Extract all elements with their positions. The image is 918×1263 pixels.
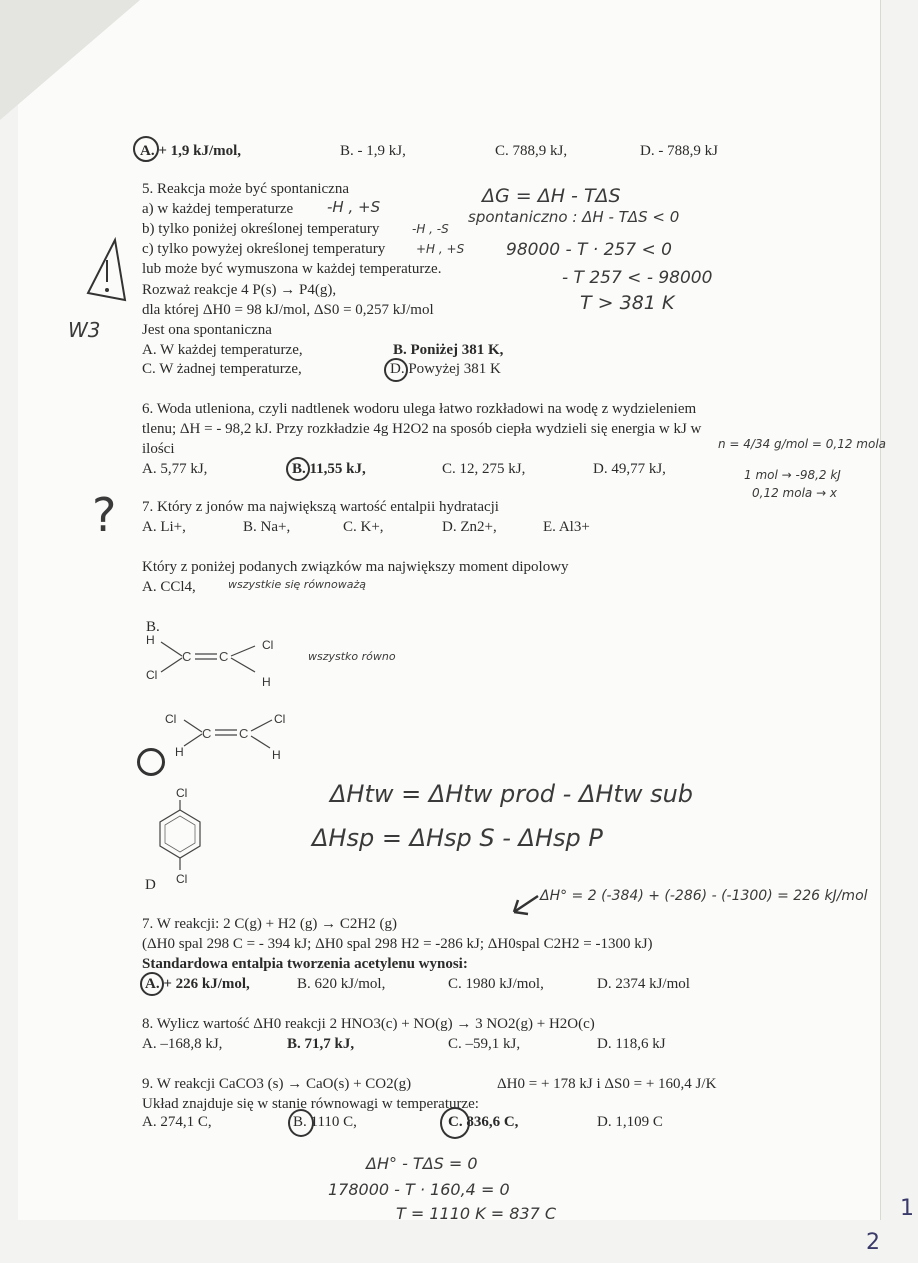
mol-c-h1: H	[175, 745, 184, 759]
q7a-answer-b: B. Na+,	[243, 519, 291, 535]
note-calc7: ΔH° = 2 (-384) + (-286) - (-1300) = 226 kJ/mol	[540, 888, 868, 904]
note-eq9c: T = 1110 K = 837 C	[396, 1204, 557, 1223]
svg-text:C: C	[219, 649, 229, 664]
q7a-title: 7. Który z jonów ma największą wartość entalpii hydratacji	[142, 499, 499, 515]
prev-answer-b: B. - 1,9 kJ,	[340, 143, 406, 159]
q6-line3: ilości	[142, 441, 175, 457]
page-number-2: 2	[866, 1230, 880, 1255]
mol-b-h1: H	[146, 633, 155, 647]
q5-reaction: Rozważ reakcje 4 P(s) → P4(g),	[142, 282, 337, 298]
q5-answer-d: D. Powyżej 381 K	[390, 361, 501, 377]
mol-d-ring	[158, 800, 208, 880]
mol-b-bonds	[155, 640, 265, 680]
q7a-answer-e: E. Al3+	[543, 519, 590, 535]
note-hess1: ΔHtw = ΔHtw prod - ΔHtw sub	[330, 780, 694, 808]
mol-d-cl1: Cl	[176, 786, 188, 800]
q6-answer-c: C. 12, 275 kJ,	[442, 461, 526, 477]
q9-line2: Układ znajduje się w stanie równowagi w temperaturze:	[142, 1096, 479, 1112]
prev-answer-a: A. + 1,9 kJ/mol,	[140, 143, 242, 159]
note-q5c: +H , +S	[416, 242, 465, 256]
q8-answer-b: B. 71,7 kJ,	[287, 1036, 355, 1052]
note-dg: ΔG = ΔH - TΔS	[482, 185, 621, 207]
dipole-title: Który z poniżej podanych związków ma największy moment dipolowy	[142, 559, 569, 575]
q5-answer-b: B. Poniżej 381 K,	[393, 342, 504, 358]
note-eq9a: ΔH° - TΔS = 0	[366, 1154, 478, 1173]
prev-answer-c: C. 788,9 kJ,	[495, 143, 568, 159]
note-n2: - T 257 < - 98000	[562, 268, 713, 288]
note-hess2: ΔHsp = ΔHsp S - ΔHsp P	[312, 824, 603, 852]
svg-text:C: C	[202, 726, 212, 741]
mol-d-cl2: Cl	[176, 872, 188, 886]
mol-c-cl2: Cl	[274, 712, 286, 726]
q9-line1b: ΔH0 = + 178 kJ i ΔS0 = + 160,4 J/K	[497, 1076, 717, 1092]
q9-answer-d: D. 1,109 C	[597, 1114, 663, 1130]
mol-b-cl1: Cl	[146, 668, 158, 682]
q8-line1: 8. Wylicz wartość ΔH0 reakcji 2 HNO3(c) + NO(g) → 3 NO2(g) + H2O(c)	[142, 1016, 595, 1032]
note-w3: W3	[68, 318, 101, 342]
warning-triangle-icon	[80, 238, 130, 318]
q7a-answer-d: D. Zn2+,	[442, 519, 497, 535]
q7b-answer-a: A. + 226 kJ/mol,	[145, 976, 250, 992]
mol-b-cl2: Cl	[262, 638, 274, 652]
q6-answer-b: B. 11,55 kJ,	[292, 461, 366, 477]
note-n-mol: n = 4/34 g/mol = 0,12 mola	[718, 437, 887, 451]
q9-answer-a: A. 274,1 C,	[142, 1114, 212, 1130]
q9-answer-c: C. 836,6 C,	[448, 1114, 519, 1130]
q8-answer-d: D. 118,6 kJ	[597, 1036, 666, 1052]
svg-text:C: C	[239, 726, 249, 741]
q5-question: Jest ona spontaniczna	[142, 322, 272, 338]
mol-c-cl1: Cl	[165, 712, 177, 726]
q5-option-d: lub może być wymuszona w każdej temperaturze.	[142, 261, 442, 277]
q7a-answer-a: A. Li+,	[142, 519, 186, 535]
q6-answer-a: A. 5,77 kJ,	[142, 461, 208, 477]
q7b-answer-c: C. 1980 kJ/mol,	[448, 976, 544, 992]
note-spont: spontaniczno : ΔH - TΔS < 0	[468, 208, 680, 226]
note-qmark: ?	[92, 488, 117, 542]
q8-answer-c: C. –59,1 kJ,	[448, 1036, 521, 1052]
mol-b-h2: H	[262, 675, 271, 689]
q7b-line1: 7. W reakcji: 2 C(g) + H2 (g) → C2H2 (g)	[142, 916, 397, 932]
q7b-answer-d: D. 2374 kJ/mol	[597, 976, 690, 992]
arrow-icon	[508, 892, 542, 918]
q5-answer-c: C. W żadnej temperaturze,	[142, 361, 302, 377]
q9-line1: 9. W reakcji CaCO3 (s) → CaO(s) + CO2(g)	[142, 1076, 412, 1092]
note-q5a: -H , +S	[327, 198, 381, 216]
q6-line1: 6. Woda utleniona, czyli nadtlenek wodoru ulega łatwo rozkładowi na wodę z wydzieleniem	[142, 401, 697, 417]
q5-title: 5. Reakcja może być spontaniczna	[142, 181, 349, 197]
note-n3: T > 381 K	[580, 292, 675, 314]
dipole-label-b: B.	[146, 619, 160, 635]
q9-answer-b: B. 1110 C,	[293, 1114, 357, 1130]
note-all-eq1: wszystkie się równoważą	[228, 578, 366, 591]
page-number-1: 1	[900, 1196, 914, 1221]
q7a-answer-c: C. K+,	[343, 519, 384, 535]
note-q5b: -H , -S	[412, 222, 449, 236]
dipole-answer-a: A. CCl4,	[142, 579, 196, 595]
note-n1: 98000 - T · 257 < 0	[506, 240, 672, 260]
q7b-line3: Standardowa entalpia tworzenia acetylenu wynosi:	[142, 956, 468, 972]
q5-option-b: b) tylko poniżej określonej temperatury	[142, 221, 380, 237]
mol-c-h2: H	[272, 748, 281, 762]
dipole-label-d: D	[145, 877, 156, 893]
mol-c-answer-circle	[137, 748, 165, 776]
prev-answer-d: D. - 788,9 kJ	[640, 143, 718, 159]
q7b-answer-b: B. 620 kJ/mol,	[297, 976, 386, 992]
q5-answer-a: A. W każdej temperaturze,	[142, 342, 303, 358]
q6-line2: tlenu; ΔH = - 98,2 kJ. Przy rozkładzie 4g H2O2 na sposób ciepła wydzieli się energia w kJ w	[142, 421, 702, 437]
note-mol2: 0,12 mola → x	[752, 486, 838, 500]
svg-text:C: C	[182, 649, 192, 664]
q5-option-a: a) w każdej temperaturze	[142, 201, 294, 217]
note-eq9b: 178000 - T · 160,4 = 0	[328, 1180, 510, 1199]
note-all-eq2: wszystko równo	[308, 650, 396, 663]
mol-c-bonds	[180, 718, 280, 758]
q5-option-c: c) tylko powyżej określonej temperatury	[142, 241, 386, 257]
note-mol1: 1 mol → -98,2 kJ	[744, 468, 841, 482]
folded-corner	[0, 0, 140, 120]
q8-answer-a: A. –168,8 kJ,	[142, 1036, 223, 1052]
q6-answer-d: D. 49,77 kJ,	[593, 461, 666, 477]
q7b-line2: (ΔH0 spal 298 C = - 394 kJ; ΔH0 spal 298 H2 = -286 kJ; ΔH0spal C2H2 = -1300 kJ)	[142, 936, 653, 952]
q5-thermo: dla której ΔH0 = 98 kJ/mol, ΔS0 = 0,257 kJ/mol	[142, 302, 434, 318]
